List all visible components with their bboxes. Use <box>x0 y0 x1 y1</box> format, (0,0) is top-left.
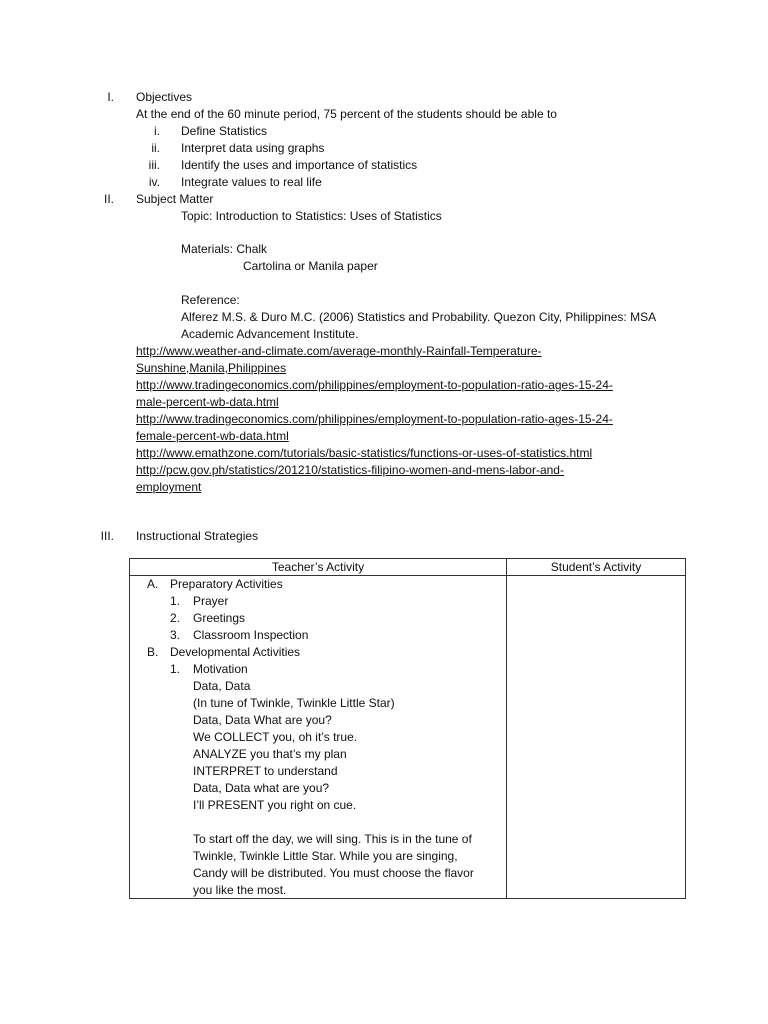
list-item: Classroom Inspection <box>193 628 309 642</box>
reference-link[interactable]: http://www.tradingeconomics.com/philippines/employment-to-population-ratio-ages-15-24- <box>136 412 613 426</box>
song-line: Data, Data what are you? <box>193 781 330 795</box>
instructional-strategies-table <box>129 558 686 899</box>
song-line: Data, Data What are you? <box>193 713 332 727</box>
list-item: Prayer <box>193 594 229 608</box>
reference-link[interactable]: female-percent-wb-data.html <box>136 429 289 443</box>
student-activity-cell <box>507 576 686 899</box>
objective-num: ii. <box>151 141 160 155</box>
instruction-line: Candy will be distributed. You must choose the flavor <box>193 866 474 880</box>
reference-link[interactable]: employment <box>136 480 202 494</box>
section-letter: B. <box>147 645 159 659</box>
section-numeral: II. <box>103 192 114 206</box>
reference-link[interactable]: Sunshine,Manila,Philippines <box>136 361 287 375</box>
instruction-line: To start off the day, we will sing. This is in the tune of <box>193 832 472 846</box>
reference-link[interactable]: http://www.tradingeconomics.com/philippines/employment-to-population-ratio-ages-15-24- <box>136 378 613 392</box>
section-title-objectives: Objectives <box>136 90 193 104</box>
song-line: INTERPRET to understand <box>193 764 338 778</box>
instruction-line: Twinkle, Twinkle Little Star. While you are singing, <box>193 849 458 863</box>
list-num: 2. <box>170 611 181 625</box>
materials-label: Materials: Chalk <box>181 242 268 256</box>
reference-link[interactable]: http://pcw.gov.ph/statistics/201210/statistics-filipino-women-and-mens-labor-and- <box>136 463 564 477</box>
section-heading-preparatory: Preparatory Activities <box>170 577 283 591</box>
song-line: We COLLECT you, oh it’s true. <box>193 730 358 744</box>
objective-item: Identify the uses and importance of statistics <box>181 158 418 172</box>
objective-item: Interpret data using graphs <box>181 141 325 155</box>
objective-num: i. <box>154 124 160 138</box>
instruction-line: you like the most. <box>193 883 287 897</box>
column-header-teacher: Teacher’s Activity <box>130 559 507 576</box>
reference-link[interactable]: male-percent-wb-data.html <box>136 395 279 409</box>
list-num: 1. <box>170 662 181 676</box>
list-item: Greetings <box>193 611 246 625</box>
song-line: I’ll PRESENT you right on cue. <box>193 798 357 812</box>
list-num: 3. <box>170 628 181 642</box>
reference-link[interactable]: http://www.emathzone.com/tutorials/basic-statistics/functions-or-uses-of-statistics.html <box>136 446 593 460</box>
list-num: 1. <box>170 594 181 608</box>
section-letter: A. <box>147 577 159 591</box>
objective-num: iv. <box>148 175 160 189</box>
reference-label: Reference: <box>181 293 240 307</box>
song-line: (In tune of Twinkle, Twinkle Little Star) <box>193 696 395 710</box>
objectives-intro: At the end of the 60 minute period, 75 percent of the students should be able to <box>136 107 557 121</box>
materials-item: Cartolina or Manila paper <box>243 259 378 273</box>
column-header-student: Student’s Activity <box>507 559 686 576</box>
song-line: ANALYZE you that’s my plan <box>193 747 347 761</box>
objective-item: Integrate values to real life <box>181 175 322 189</box>
reference-citation-cont: Academic Advancement Institute. <box>181 327 359 341</box>
topic-line: Topic: Introduction to Statistics: Uses of Statistics <box>181 209 442 223</box>
reference-citation: Alferez M.S. & Duro M.C. (2006) Statistics and Probability. Quezon City, Philippines: MSA <box>181 310 657 324</box>
list-item: Motivation <box>193 662 248 676</box>
reference-link[interactable]: http://www.weather-and-climate.com/average-monthly-Rainfall-Temperature- <box>136 344 542 358</box>
section-title-strategies: Instructional Strategies <box>136 529 259 543</box>
objective-num: iii. <box>148 158 160 172</box>
section-numeral: I. <box>107 90 114 104</box>
teacher-activity-cell <box>130 576 507 899</box>
objective-item: Define Statistics <box>181 124 268 138</box>
section-title-subject-matter: Subject Matter <box>136 192 214 206</box>
song-line: Data, Data <box>193 679 251 693</box>
section-numeral: III. <box>100 529 114 543</box>
section-heading-developmental: Developmental Activities <box>170 645 301 659</box>
